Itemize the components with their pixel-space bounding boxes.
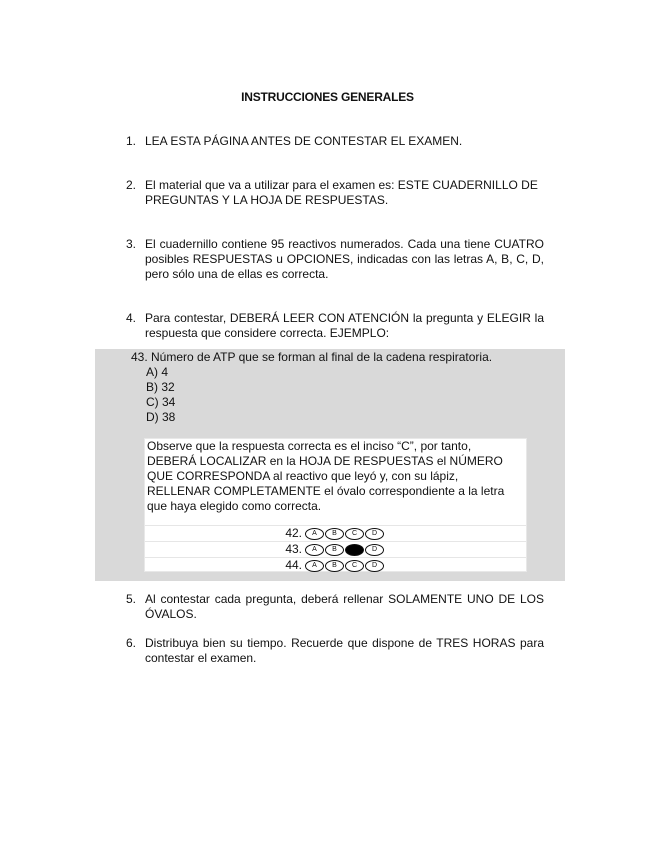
answer-bubble-c: C (345, 560, 364, 572)
answer-row (145, 541, 526, 557)
instruction-number: 2. (126, 178, 137, 192)
example-note-box (144, 438, 527, 572)
answer-bubbles (305, 528, 385, 540)
instruction-text: El material que va a utilizar para el examen es: ESTE CUADERNILLO DE PREGUNTAS Y LA HOJA DE RESPUESTAS. (145, 178, 538, 207)
instruction-number: 5. (126, 592, 137, 606)
answer-bubbles (305, 544, 385, 556)
example-note-text: Observe que la respuesta correcta es el inciso “C”, por tanto, DEBERÁ LOCALIZAR en la HOJA DE RESPUESTAS el NÚMERO QUE CORRESPONDA al reactivo que leyó y, con su lápiz, RELLENAR COMPLETAMENTE el óvalo correspondiente a la letra que haya elegido como correcta. (147, 439, 505, 513)
answer-row-number: 42. (285, 526, 302, 540)
example-options (146, 365, 175, 425)
answer-bubble-b: B (325, 560, 344, 572)
answer-bubbles (305, 560, 385, 572)
instruction-number: 6. (126, 636, 137, 650)
answer-row (145, 557, 526, 573)
instruction-number: 4. (126, 311, 137, 325)
answer-bubble-a: A (305, 560, 324, 572)
instruction-text: Para contestar, DEBERÁ LEER CON ATENCIÓN la pregunta y ELEGIR la respuesta que considere correcta. EJEMPLO: (145, 311, 544, 340)
answer-bubble-b: B (325, 528, 344, 540)
answer-bubble-d: D (365, 528, 384, 540)
answer-row (145, 525, 526, 541)
instruction-text: LEA ESTA PÁGINA ANTES DE CONTESTAR EL EXAMEN. (145, 134, 463, 148)
example-question: 43. Número de ATP que se forman al final de la cadena respiratoria. (131, 350, 493, 364)
answer-bubble-b: B (325, 544, 344, 556)
answer-bubble-c: C (345, 528, 364, 540)
answer-bubble-c: C (345, 544, 364, 556)
answer-sheet-sample (145, 525, 526, 573)
option-d: D) 38 (146, 410, 176, 424)
instruction-number: 1. (126, 134, 137, 148)
option-b: B) 32 (146, 380, 175, 394)
answer-bubble-d: D (365, 544, 384, 556)
page-title: INSTRUCCIONES GENERALES (241, 90, 414, 104)
answer-bubble-a: A (305, 544, 324, 556)
instruction-text: El cuadernillo contiene 95 reactivos numerados. Cada una tiene CUATRO posibles RESPUESTAS u OPCIONES, indicadas con las letras A, B, C, D, pero sólo una de ellas es correcta. (145, 237, 544, 281)
answer-bubble-d: D (365, 560, 384, 572)
option-a: A) 4 (146, 365, 169, 379)
example-box (95, 349, 565, 581)
instruction-number: 3. (126, 237, 137, 251)
answer-row-number: 44. (285, 558, 302, 572)
answer-bubble-a: A (305, 528, 324, 540)
option-c: C) 34 (146, 395, 176, 409)
instruction-text: Distribuya bien su tiempo. Recuerde que dispone de TRES HORAS para contestar el examen. (145, 636, 544, 665)
answer-row-number: 43. (285, 542, 302, 556)
instruction-text: Al contestar cada pregunta, deberá rellenar SOLAMENTE UNO DE LOS ÓVALOS. (145, 592, 544, 621)
